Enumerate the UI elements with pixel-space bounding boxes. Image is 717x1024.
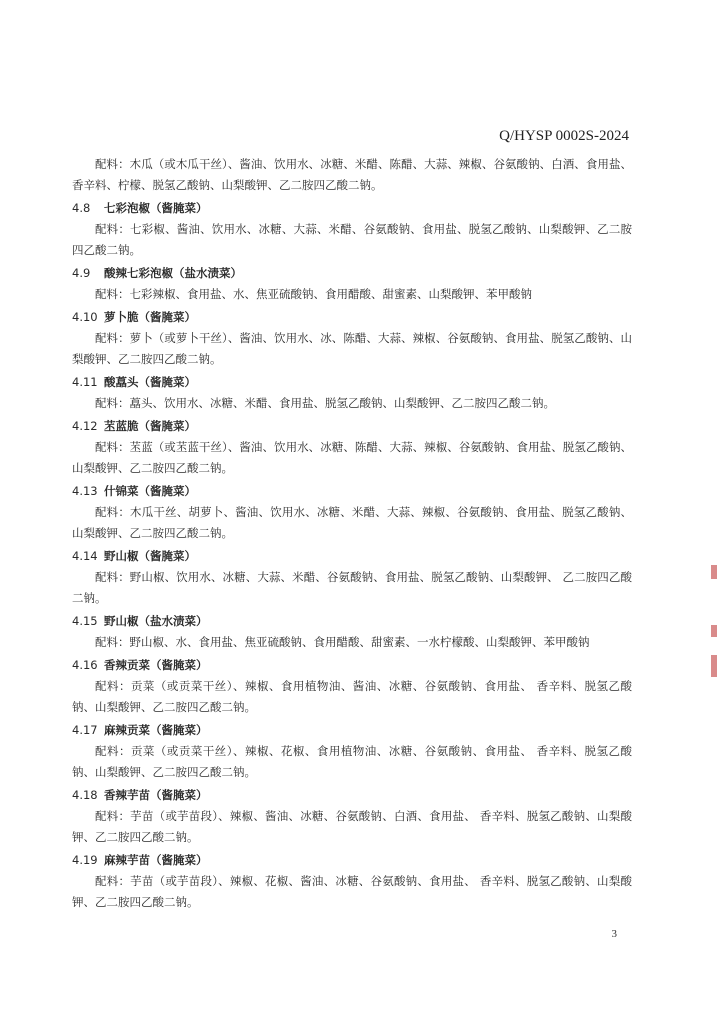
page-number: 3 [611, 928, 617, 940]
section-ingredients: 配料：芋苗（或芋苗段）、辣椒、花椒、酱油、冰糖、谷氨酸钠、食用盐、 香辛料、脱氢乙酸钠、山梨酸钾、乙二胺四乙酸二钠。 [72, 874, 632, 909]
section-title: 什锦菜（酱腌菜） [104, 484, 196, 498]
section-heading [72, 307, 632, 328]
section-number: 4.15 [72, 614, 98, 628]
section-title: 酸藠头（酱腌菜） [104, 375, 196, 389]
section-ingredients: 配料：木瓜干丝、胡萝卜、酱油、饮用水、冰糖、米醋、大蒜、辣椒、谷氨酸钠、食用盐、脱氢乙酸钠、山梨酸钾、乙二胺四乙酸二钠。 [72, 505, 632, 540]
section-title: 野山椒（酱腌菜） [104, 549, 196, 563]
section-ingredients: 配料：芋苗（或芋苗段）、辣椒、酱油、冰糖、谷氨酸钠、白酒、食用盐、 香辛料、脱氢乙酸钠、山梨酸钾、乙二胺四乙酸二钠。 [72, 809, 632, 844]
section-heading [72, 720, 632, 741]
section-ingredients: 配料：萝卜（或萝卜干丝）、酱油、饮用水、冰、陈醋、大蒜、辣椒、谷氨酸钠、食用盐、脱氢乙酸钠、山梨酸钾、乙二胺四乙酸二钠。 [72, 331, 632, 366]
section-heading [72, 785, 632, 806]
intro-ingredients: 配料：木瓜（或木瓜干丝）、酱油、饮用水、冰糖、米醋、陈醋、大蒜、辣椒、谷氨酸钠、白酒、食用盐、香辛料、柠檬、脱氢乙酸钠、山梨酸钾、乙二胺四乙酸二钠。 [72, 157, 632, 192]
section-title: 麻辣贡菜（酱腌菜） [104, 723, 208, 737]
section-number: 4.8 [72, 201, 91, 215]
section-heading [72, 611, 632, 632]
section-ingredients: 配料：藠头、饮用水、冰糖、米醋、食用盐、脱氢乙酸钠、山梨酸钾、乙二胺四乙酸二钠。 [95, 396, 555, 410]
section-title: 苤蓝脆（酱腌菜） [104, 419, 196, 433]
section-number: 4.10 [72, 310, 98, 324]
section-heading [72, 198, 632, 219]
edge-stamp-mark [711, 625, 717, 637]
section-heading [72, 850, 632, 871]
section-heading [72, 372, 632, 393]
section-heading [72, 546, 632, 567]
section-title: 香辣芋苗（酱腌菜） [104, 788, 208, 802]
edge-stamp-mark [711, 655, 717, 677]
section-number: 4.13 [72, 484, 98, 498]
section-number: 4.19 [72, 853, 98, 867]
section-heading [72, 481, 632, 502]
section-number: 4.14 [72, 549, 98, 563]
section-ingredients: 配料：野山椒、饮用水、冰糖、大蒜、米醋、谷氨酸钠、食用盐、脱氢乙酸钠、山梨酸钾、 乙二胺四乙酸二钠。 [72, 570, 632, 605]
section-title: 野山椒（盐水渍菜） [104, 614, 208, 628]
section-ingredients: 配料：野山椒、水、食用盐、焦亚硫酸钠、食用醋酸、甜蜜素、一水柠檬酸、山梨酸钾、苯甲酸钠 [95, 635, 590, 649]
section-number: 4.11 [72, 375, 98, 389]
document-code: Q/HYSP 0002S-2024 [499, 128, 629, 144]
section-number: 4.12 [72, 419, 98, 433]
edge-stamp-mark [711, 565, 717, 579]
section-heading [72, 655, 632, 676]
section-number: 4.17 [72, 723, 98, 737]
section-ingredients: 配料：贡菜（或贡菜干丝）、辣椒、食用植物油、酱油、冰糖、谷氨酸钠、食用盐、 香辛料、脱氢乙酸钠、山梨酸钾、乙二胺四乙酸二钠。 [72, 679, 632, 714]
section-heading [72, 263, 632, 284]
section-title: 七彩泡椒（酱腌菜） [104, 201, 208, 215]
section-title: 酸辣七彩泡椒（盐水渍菜） [104, 266, 242, 280]
section-title: 香辣贡菜（酱腌菜） [104, 658, 208, 672]
section-ingredients: 配料：七彩椒、酱油、饮用水、冰糖、大蒜、米醋、谷氨酸钠、食用盐、脱氢乙酸钠、山梨酸钾、乙二胺四乙酸二钠。 [72, 222, 632, 257]
section-heading [72, 416, 632, 437]
document-body [72, 154, 632, 915]
section-ingredients: 配料：苤蓝（或苤蓝干丝）、酱油、饮用水、冰糖、陈醋、大蒜、辣椒、谷氨酸钠、食用盐、脱氢乙酸钠、山梨酸钾、乙二胺四乙酸二钠。 [72, 440, 632, 475]
section-number: 4.16 [72, 658, 98, 672]
section-ingredients: 配料：七彩辣椒、食用盐、水、焦亚硫酸钠、食用醋酸、甜蜜素、山梨酸钾、苯甲酸钠 [95, 287, 532, 301]
section-ingredients: 配料：贡菜（或贡菜干丝）、辣椒、花椒、食用植物油、冰糖、谷氨酸钠、食用盐、 香辛料、脱氢乙酸钠、山梨酸钾、乙二胺四乙酸二钠。 [72, 744, 632, 779]
section-title: 麻辣芋苗（酱腌菜） [104, 853, 208, 867]
section-title: 萝卜脆（酱腌菜） [104, 310, 196, 324]
sections-list [72, 198, 632, 913]
section-number: 4.9 [72, 266, 91, 280]
section-number: 4.18 [72, 788, 98, 802]
